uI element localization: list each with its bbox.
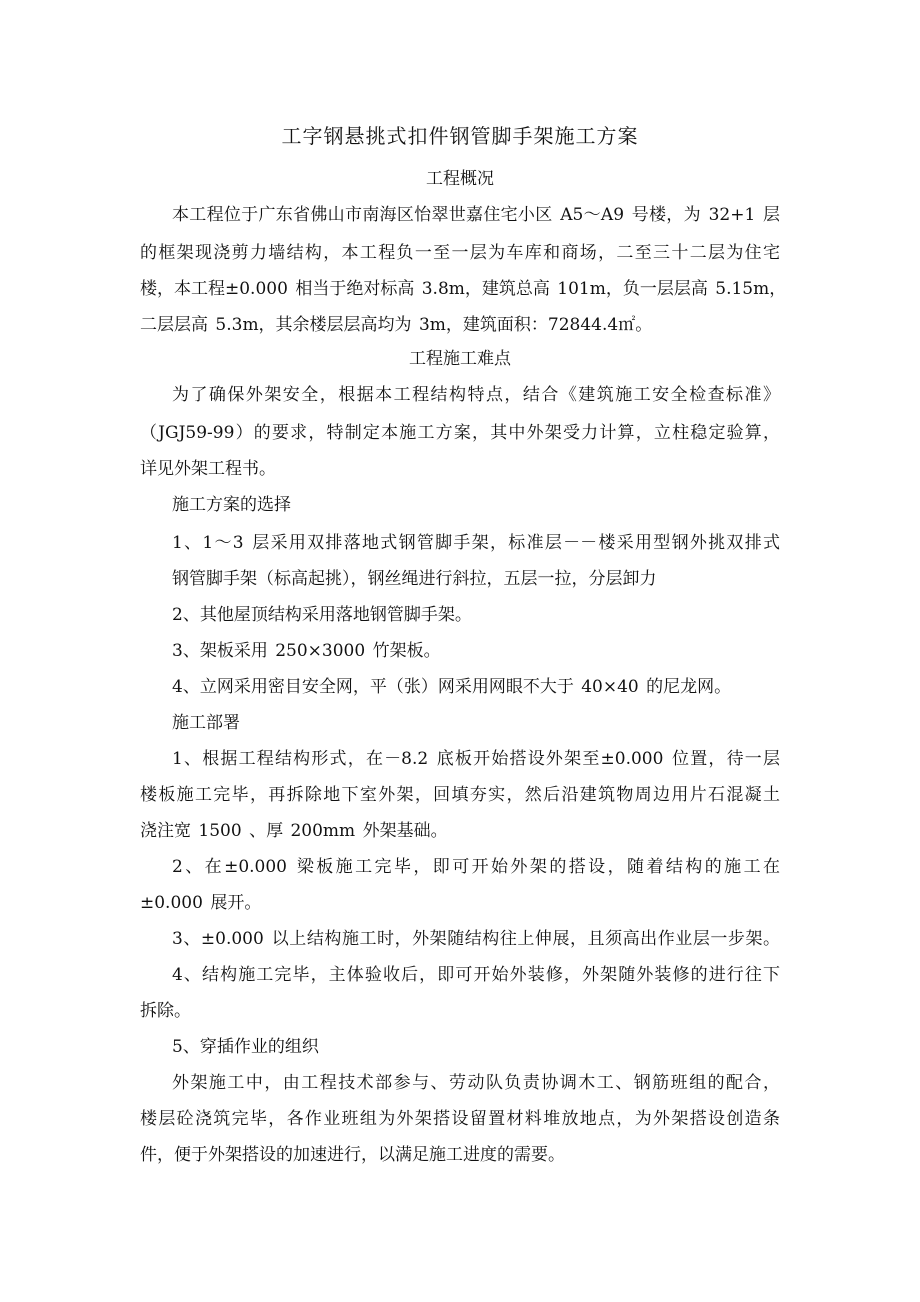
overview-line-3: 楼，本工程±0.000 相当于绝对标高 3.8m，建筑总高 101m，负一层层高 5.15m，	[140, 279, 787, 299]
deployment-line-7: 4、结构施工完毕，主体验收后，即可开始外装修，外架随外装修的进行往下	[172, 965, 780, 985]
difficulty-line-3: 详见外架工程书。	[140, 459, 276, 479]
deployment-line-12: 件，便于外架搭设的加速进行，以满足施工进度的需要。	[140, 1145, 565, 1165]
heading-overview: 工程概况	[426, 169, 494, 189]
heading-deployment: 施工部署	[172, 713, 240, 733]
deployment-line-10: 外架施工中，由工程技术部参与、劳动队负责协调木工、钢筋班组的配合，	[172, 1073, 780, 1093]
overview-line-1: 本工程位于广东省佛山市南海区怡翠世嘉住宅小区 A5～A9 号楼，为 32+1 层	[172, 205, 780, 225]
deployment-line-2: 楼板施工完毕，再拆除地下室外架，回填夯实，然后沿建筑物周边用片石混凝土	[140, 785, 780, 805]
heading-difficulty: 工程施工难点	[409, 349, 511, 369]
difficulty-line-2: （JGJ59-99）的要求，特制定本施工方案，其中外架受力计算，立柱稳定验算，	[140, 423, 780, 443]
deployment-line-6: 3、±0.000 以上结构施工时，外架随结构往上伸展，且须高出作业层一步架。	[172, 929, 780, 949]
difficulty-line-1: 为了确保外架安全，根据本工程结构特点，结合《建筑施工安全检查标准》	[172, 385, 780, 405]
selection-item-1-cont: 钢管脚手架（标高起挑），钢丝绳进行斜拉，五层一拉，分层卸力	[172, 569, 657, 589]
document-title: 工字钢悬挑式扣件钢管脚手架施工方案	[281, 124, 639, 148]
selection-item-1: 1、1～3 层采用双排落地式钢管脚手架，标准层－－楼采用型钢外挑双排式	[172, 533, 780, 553]
selection-item-2: 2、其他屋顶结构采用落地钢管脚手架。	[172, 605, 472, 625]
heading-selection: 施工方案的选择	[172, 495, 291, 515]
selection-item-4: 4、立网采用密目安全网，平（张）网采用网眼不大于 40×40 的尼龙网。	[172, 677, 732, 697]
overview-line-2: 的框架现浇剪力墙结构，本工程负一至一层为车库和商场，二至三十二层为住宅	[140, 243, 780, 263]
selection-item-3: 3、架板采用 250×3000 竹架板。	[172, 641, 441, 661]
overview-line-4: 二层层高 5.3m，其余楼层层高均为 3m，建筑面积：72844.4㎡。	[140, 315, 653, 335]
deployment-line-4: 2、在±0.000 梁板施工完毕，即可开始外架的搭设，随着结构的施工在	[172, 857, 780, 877]
deployment-line-3: 浇注宽 1500 、厚 200mm 外架基础。	[140, 821, 448, 841]
deployment-line-8: 拆除。	[140, 1001, 191, 1021]
deployment-line-5: ±0.000 展开。	[140, 893, 262, 913]
deployment-line-11: 楼层砼浇筑完毕，各作业班组为外架搭设留置材料堆放地点，为外架搭设创造条	[140, 1109, 780, 1129]
deployment-line-1: 1、根据工程结构形式，在－8.2 底板开始搭设外架至±0.000 位置，待一层	[172, 749, 780, 769]
deployment-line-9: 5、穿插作业的组织	[172, 1037, 319, 1057]
